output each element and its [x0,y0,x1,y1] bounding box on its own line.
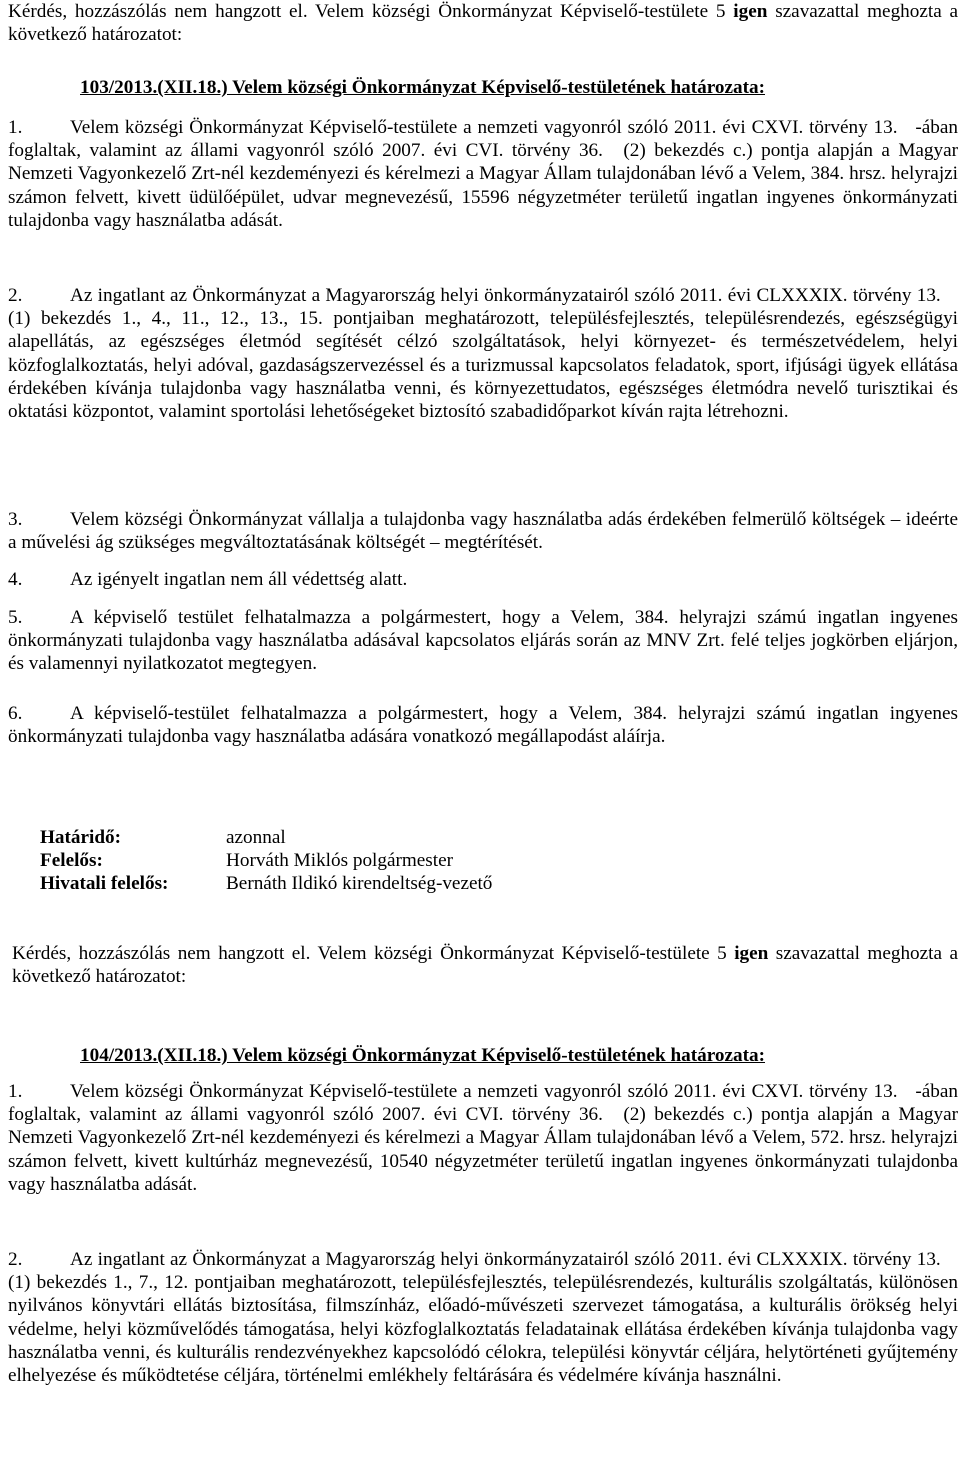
item-number: 6. [8,703,23,724]
item-text: A képviselő-testület felhatalmazza a polgármestert, hogy a Velem, 384. helyrajzi számú ingatlan ingyenes önkormányzati tulajdonba vagy használatba adására vonatkozó megállapodást aláírja. [8,703,958,748]
resolution-1-item-1 [8,116,958,232]
intro-paragraph-1 [8,0,958,46]
deadline-value: azonnal [226,827,286,848]
item-text: -ában foglaltak, valamint az állami vagyonról szóló 2007. évi CVI. törvény 36. [8,117,958,162]
item-text: A képviselő testület felhatalmazza a polgármestert, hogy a Velem, 384. helyrajzi számú ingatlan ingyenes önkormányzati tulajdonba vagy használatba adásával kapcsolatos eljárás során az MNV Zrt. felé teljes jogkörben eljárjon, és valamennyi nyilatkozatot megtegyen. [8,607,958,675]
resolution-1-title: 103/2013.(XII.18.) Velem községi Önkormányzat Képviselő-testületének határozata: [80,77,765,98]
item-text: (2) bekezdés c.) pontja alapján a Magyar Nemzeti Vagyonkezelő Zrt-nél kezdeményezi és kérelmezi a Magyar Állam tulajdonában lévő a Velem, 572. hrsz. helyrajzi számon felvett, kivett kultúrház megnevezésű, 10540 négyzetméter területű ingatlan ingyenes önkormányzati tulajdonba vagy használatba adását. [8,1104,959,1195]
vote-result: igen [734,943,769,964]
item-text: Az ingatlant az Önkormányzat a Magyarország helyi önkormányzatairól szóló 2011. évi CLXXXIX. törvény 13. [70,285,946,306]
resolution-2-item-1 [8,1080,958,1196]
item-text: (2) bekezdés c.) pontja alapján a Magyar Nemzeti Vagyonkezelő Zrt-nél kezdeményezi és kérelmezi a Magyar Állam tulajdonában lévő a Velem, 384. hrsz. helyrajzi számon felvett, kivett üdülőépület, udvar megnevezésű, 15596 négyzetméter területű ingatlan ingyenes önkormányzati tulajdonba vagy használatba adását. [8,140,959,231]
item-number: 5. [8,607,23,628]
resolution-1-item-4 [8,568,958,591]
item-text: (1) bekezdés 1., 4., 11., 12., 13., 15. pontjaiban meghatározott, településfejlesztés, településrendezés, egészségügyi alapellátás, az egészséges életmód segítését célzó szolgáltatások, helyi környezet- és természetvédelem, helyi közfoglalkoztatás, helyi adóval, gazdaságszervezéssel és a turizmussal kapcsolatos feladatok, sport, ifjúsági ügyek ellátása érdekében kívánja tulajdonba vagy használatba venni, és környezettudatos, egészséges életmódra nevelő turisztikai és oktatási központot, valamint sportolási lehetőségeket biztosító szabadidőparkot kíván rajta létrehozni. [8,308,958,423]
item-text: -ában foglaltak, valamint az állami vagyonról szóló 2007. évi CVI. törvény 36. [8,1081,958,1126]
office-responsible-row [40,872,540,895]
item-text: Velem községi Önkormányzat Képviselő-testülete a nemzeti vagyonról szóló 2011. évi CXVI. törvény 13. [70,117,904,138]
vote-result: igen [733,1,768,22]
intro-paragraph-2 [12,942,958,988]
item-text: Az ingatlant az Önkormányzat a Magyarország helyi önkormányzatairól szóló 2011. évi CLXXXIX. törvény 13. [70,1249,946,1270]
intro-tail: szavazattal meghozta a következő határozatot: [12,943,958,988]
item-text: Velem községi Önkormányzat Képviselő-testülete a nemzeti vagyonról szóló 2011. évi CXVI. törvény 13. [70,1081,904,1102]
resolution-2-title: 104/2013.(XII.18.) Velem községi Önkormányzat Képviselő-testületének határozata: [80,1045,765,1066]
item-text: Velem községi Önkormányzat vállalja a tulajdonba vagy használatba adás érdekében felmerülő költségek – ideérte a művelési ág szükséges megváltoztatásának költségét – megtérítését. [8,509,958,554]
item-number: 1. [8,117,23,138]
item-number: 2. [8,1249,23,1270]
item-number: 3. [8,509,23,530]
item-number: 1. [8,1081,23,1102]
responsibility-block [40,826,540,896]
resolution-1-item-6 [8,702,958,748]
responsible-row [40,849,540,872]
resolution-2-item-2 [8,1248,958,1387]
responsible-value: Horváth Miklós polgármester [226,850,454,872]
office-responsible-value: Bernáth Ildikó kirendeltség-vezető [226,873,493,895]
item-text: (1) bekezdés 1., 7., 12. pontjaiban meghatározott, településfejlesztés, településrendezés, kulturális szolgáltatás, különösen nyilvános könyvtári ellátás biztosítása, filmszínház, előadó-művészeti szervezet támogatása, a kulturális örökség helyi védelme, helyi közművelődés támogatása, helyi közfoglalkoztatás feladatainak ellátása érdekében kívánja tulajdonba vagy használatba venni, és kulturális rendezvényekhez kapcsolódó célokra, települési könyvtár céljára, helytörténeti gyűjtemény elhelyezése és működtetése céljára, történelmi emlékhely feltárására és védelmére kívánja használni. [8,1272,958,1387]
intro-tail: szavazattal meghozta a következő határozatot: [8,1,959,46]
responsible-label: Felelős: [40,850,103,872]
intro-text: Kérdés, hozzászólás nem hangzott el. Velem községi Önkormányzat Képviselő-testülete 5 [12,943,735,964]
item-text: Az igényelt ingatlan nem áll védettség alatt. [70,569,408,590]
deadline-row [40,826,540,849]
deadline-label: Határidő: [40,827,122,848]
resolution-1-item-3 [8,508,958,554]
resolution-1-item-5 [8,606,958,676]
office-responsible-label: Hivatali felelős: [40,873,169,895]
resolution-1-item-2 [8,284,958,423]
intro-text: Kérdés, hozzászólás nem hangzott el. Velem községi Önkormányzat Képviselő-testülete 5 [8,1,734,22]
item-number: 4. [8,569,23,590]
item-number: 2. [8,285,23,306]
